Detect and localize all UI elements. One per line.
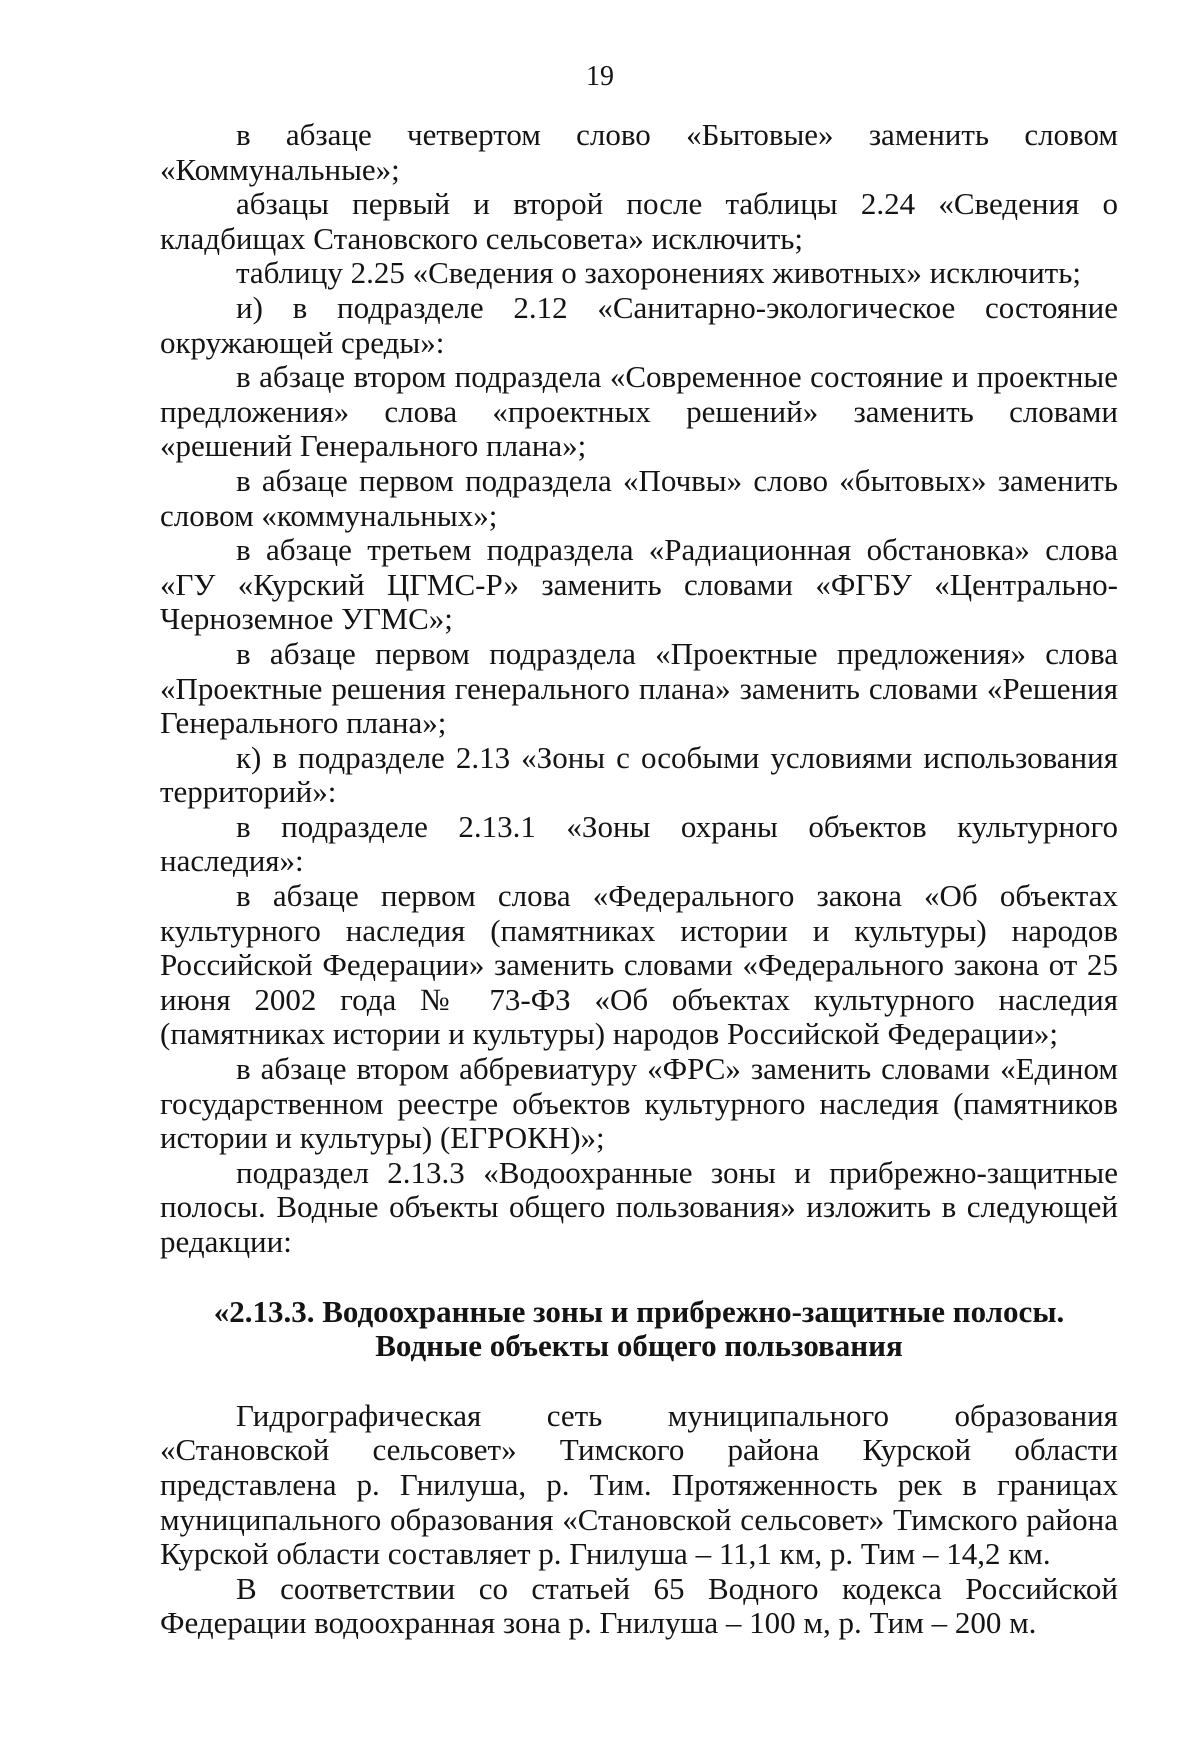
paragraph: в абзаце первом подраздела «Почвы» слово «бытовых» заменить словом «коммунальных»; [160,462,1118,533]
section-heading-line-2: Водные объекты общего пользования [375,1328,903,1364]
paragraph: в абзаце первом слова «Федерального закона «Об объектах культурного наследия (памятниках истории и культуры) народов Российской Федерации» заменить словами «Федерального закона от 25 июня 2002 года № 73-ФЗ «Об объектах культурного наследия (памятниках истории и культуры) народов Российской Федерации»; [160,878,1118,1052]
spacer [160,1260,1118,1295]
paragraph: в абзаце первом подраздела «Проектные предложения» слова «Проектные решения генерального плана» заменить словами «Решения Генерального плана»; [160,635,1118,741]
paragraph: в абзаце втором подраздела «Современное состояние и проектные предложения» слова «проектных решений» заменить словами «решений Генерального плана»; [160,359,1118,464]
paragraph: подраздел 2.13.3 «Водоохранные зоны и прибрежно-защитные полосы. Водные объекты общего пользования» изложить в следующей редакции: [160,1154,1118,1259]
paragraph: в абзаце четвертом слово «Бытовые» заменить словом «Коммунальные»; [160,117,1118,187]
section-heading-line-1: «2.13.3. Водоохранные зоны и прибрежно-защитные полосы. [213,1293,1065,1329]
paragraph: к) в подразделе 2.13 «Зоны с особыми условиями использования территорий»: [160,739,1118,810]
paragraph: и) в подразделе 2.12 «Санитарно-экологическое состояние окружающей среды»: [160,289,1118,360]
paragraph: В соответствии со статьей 65 Водного кодекса Российской Федерации водоохранная зона р. Гнилуша – 100 м, р. Тим – 200 м. [160,1570,1118,1641]
paragraph: в абзаце втором аббревиатуру «ФРС» заменить словами «Едином государственном реестре объектов культурного наследия (памятников истории и культуры) (ЕГРОКН)»; [160,1051,1118,1156]
paragraph: абзацы первый и второй после таблицы 2.24 «Сведения о кладбищах Становского сельсовета» исключить; [160,186,1118,256]
paragraph: таблицу 2.25 «Сведения о захоронениях животных» исключить; [236,255,1081,291]
page-number: 19 [586,61,614,92]
spacer [160,1364,1118,1399]
paragraph: в абзаце третьем подраздела «Радиационная обстановка» слова «ГУ «Курский ЦГМС-Р» заменить словами «ФГБУ «Центрально-Черноземное УГМС»; [160,532,1118,637]
paragraph: Гидрографическая сеть муниципального образования «Становской сельсовет» Тимского района Курской области представлена р. Гнилуша, р. Тим. Протяженность рек в границах муниципального образования «Становской сельсовет» Тимского района Курской области составляет р. Гнилуша – 11,1 км, р. Тим – 14,2 км. [160,1397,1118,1572]
document-body [160,118,1118,1641]
paragraph: в подразделе 2.13.1 «Зоны охраны объектов культурного наследия»: [160,808,1118,879]
